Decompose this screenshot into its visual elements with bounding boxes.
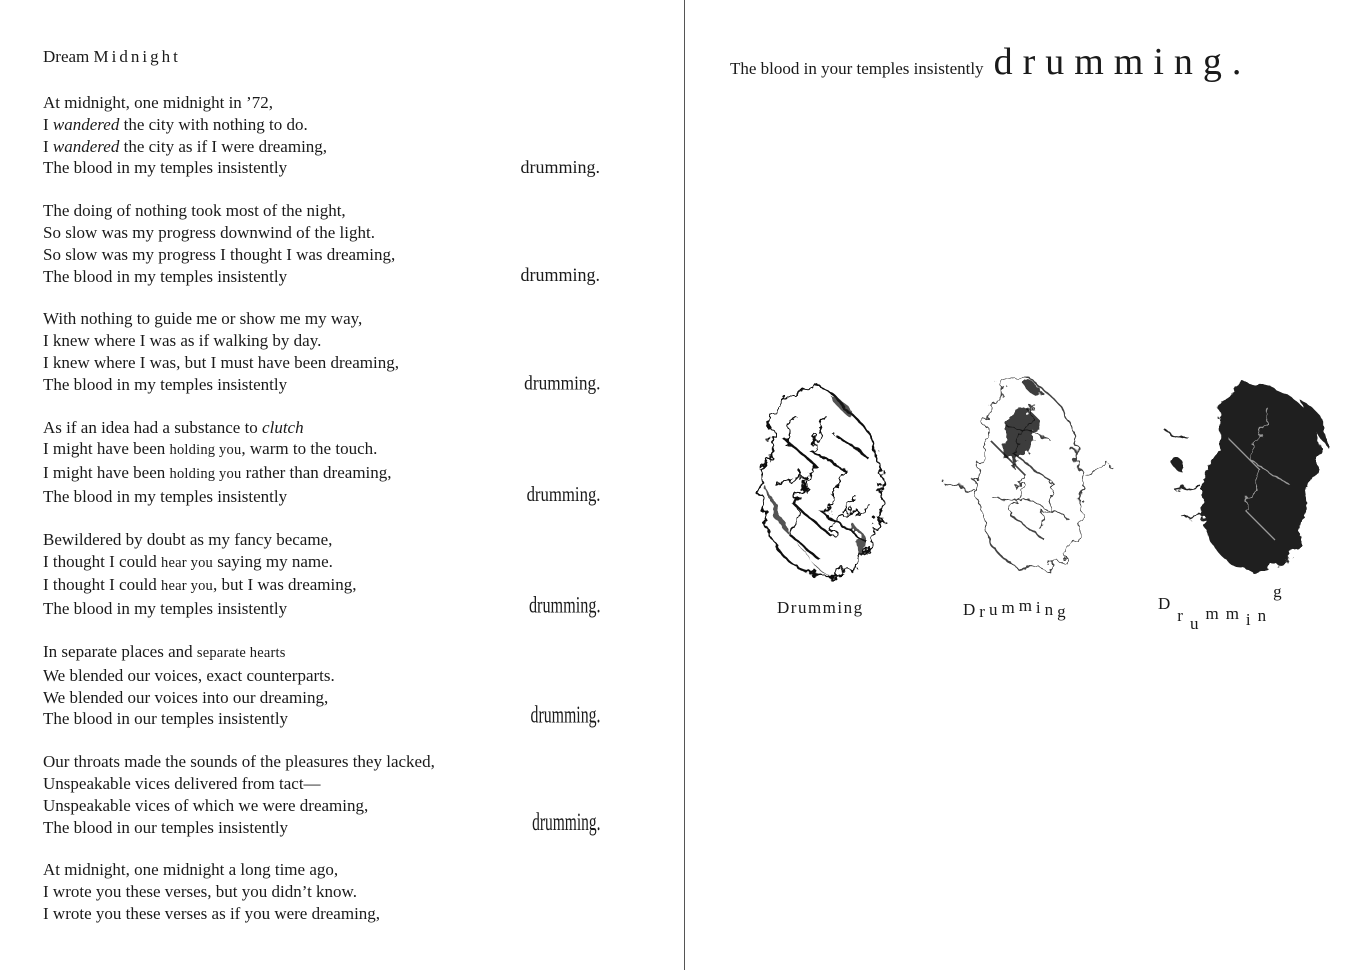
stanza <box>43 751 643 838</box>
caption-letter: n <box>1044 600 1054 619</box>
caption-letter: D <box>963 600 976 619</box>
poem-line <box>43 438 643 462</box>
stanza <box>43 417 643 508</box>
line-segment: At midnight, one midnight a long time ago, <box>43 860 339 880</box>
line-segment: , but I was dreaming, <box>212 575 357 595</box>
caption-letter: m <box>1225 604 1239 623</box>
line-segment: The blood in my temples insistently <box>43 599 288 619</box>
drumming-word: drumming. <box>531 807 600 836</box>
line-segment: holding you <box>169 466 242 483</box>
caption-drumming-3 <box>1158 580 1289 633</box>
line-segment: Our throats made the sounds of the pleasures they lacked, <box>43 752 435 772</box>
line-segment: I <box>43 136 53 156</box>
heart-print-2-image <box>925 365 1115 585</box>
poem-line <box>43 665 643 687</box>
stanza <box>43 200 643 287</box>
poem-stanzas <box>43 92 643 925</box>
stanza <box>43 92 643 179</box>
poem-page <box>43 46 643 946</box>
line-segment: hear you <box>161 554 213 571</box>
line-segment: With nothing to guide me or show me my way, <box>43 309 363 329</box>
poem-line <box>43 222 643 244</box>
line-segment: I wrote you these verses as if you were dreaming, <box>43 903 381 923</box>
line-segment: The blood in my temples insistently <box>43 486 288 506</box>
poem-line <box>43 751 643 773</box>
line-segment: rather than dreaming, <box>241 463 392 483</box>
line-segment: Unspeakable vices delivered from tact— <box>43 773 321 793</box>
title-word-midnight: Midnight <box>93 47 181 66</box>
line-segment: saying my name. <box>212 551 333 571</box>
line-segment: So slow was my progress downwind of the light. <box>43 222 375 242</box>
caption-letter: D <box>1158 594 1171 613</box>
line-segment: I thought I could <box>43 551 162 571</box>
poem-line <box>43 308 643 330</box>
poem-line <box>43 92 643 114</box>
heading-small-text: The blood in your temples insistently <box>730 59 984 78</box>
caption-letter: u <box>1189 614 1199 633</box>
poem-line <box>43 330 643 352</box>
poem-line <box>43 773 643 795</box>
line-segment: I thought I could <box>43 575 162 595</box>
poem-line <box>43 417 643 439</box>
drumming-word: drumming. <box>523 371 600 394</box>
line-segment: wandered <box>52 136 120 156</box>
drumming-word: drumming. <box>528 592 600 618</box>
line-segment: So slow was my progress I thought I was dreaming, <box>43 244 396 264</box>
caption-letter: i <box>1245 610 1251 629</box>
stanza <box>43 641 643 730</box>
line-segment: Unspeakable vices of which we were dreaming, <box>43 795 369 815</box>
caption-letter: m <box>1205 604 1219 623</box>
line-segment: clutch <box>262 417 304 437</box>
line-segment: the city as if I were dreaming, <box>119 136 328 156</box>
poem-line <box>43 136 643 158</box>
line-segment: As if an idea had a substance to <box>43 417 263 437</box>
caption-drumming-1: Drumming <box>777 598 864 617</box>
line-segment: , warm to the touch. <box>241 439 378 459</box>
page-divider <box>684 0 685 970</box>
poem-line <box>43 114 643 136</box>
caption-letter: m <box>1001 598 1015 617</box>
poem-title <box>43 46 643 68</box>
line-segment: holding you <box>169 442 242 459</box>
line-segment: I might have been <box>43 439 170 459</box>
caption-letter: n <box>1257 606 1267 625</box>
caption-letter: g <box>1273 582 1282 601</box>
line-segment: The blood in our temples insistently <box>43 817 289 837</box>
line-segment: I knew where I was, but I must have been dreaming, <box>43 352 399 372</box>
caption-letter: r <box>979 602 985 621</box>
line-segment: The blood in our temples insistently <box>43 709 289 729</box>
poem-line <box>43 859 643 881</box>
stanza <box>43 529 643 620</box>
line-segment: I <box>43 114 53 134</box>
heart-print-3-image <box>1150 370 1340 585</box>
poem-line <box>43 244 643 266</box>
line-segment: The doing of nothing took most of the night, <box>43 201 346 221</box>
caption-letter: m <box>1018 596 1032 615</box>
drumming-word: drumming. <box>530 700 600 728</box>
caption-letter: r <box>1177 606 1183 625</box>
caption-letter: i <box>1035 598 1041 617</box>
line-segment: the city with nothing to do. <box>119 114 308 134</box>
line-segment: We blended our voices, exact counterparts. <box>43 665 335 685</box>
heart-print-1-image <box>735 375 895 590</box>
caption-letter: u <box>988 600 998 619</box>
stanza <box>43 859 643 924</box>
poem-line <box>43 903 643 925</box>
line-segment: wandered <box>52 114 120 134</box>
poem-line <box>43 529 643 551</box>
line-segment: The blood in my temples insistently <box>43 158 288 178</box>
right-heading <box>730 40 1251 84</box>
drumming-word: drumming. <box>520 157 600 178</box>
poem-line <box>43 881 643 903</box>
line-segment: hear you <box>161 578 213 595</box>
line-segment: separate hearts <box>196 644 286 661</box>
line-segment: We blended our voices into our dreaming, <box>43 687 329 707</box>
poem-line <box>43 551 643 575</box>
drumming-word: drumming. <box>520 264 600 286</box>
caption-letter: g <box>1057 602 1066 621</box>
line-segment: I wrote you these verses, but you didn’t know. <box>43 882 357 902</box>
line-segment: Bewildered by doubt as my fancy became, <box>43 529 333 549</box>
line-segment: The blood in my temples insistently <box>43 266 288 286</box>
caption-drumming-2 <box>963 596 1070 621</box>
line-segment: At midnight, one midnight in ’72, <box>43 93 273 112</box>
line-segment: I knew where I was as if walking by day. <box>43 331 322 351</box>
drumming-word: drumming. <box>526 481 600 506</box>
line-segment: The blood in my temples insistently <box>43 374 288 394</box>
line-segment: In separate places and <box>43 641 197 661</box>
heading-big-word: drumming. <box>993 41 1252 83</box>
stanza <box>43 308 643 395</box>
title-word-dream: Dream <box>43 47 90 66</box>
poem-line <box>43 200 643 222</box>
line-segment: I might have been <box>43 463 170 483</box>
poem-line <box>43 641 643 665</box>
